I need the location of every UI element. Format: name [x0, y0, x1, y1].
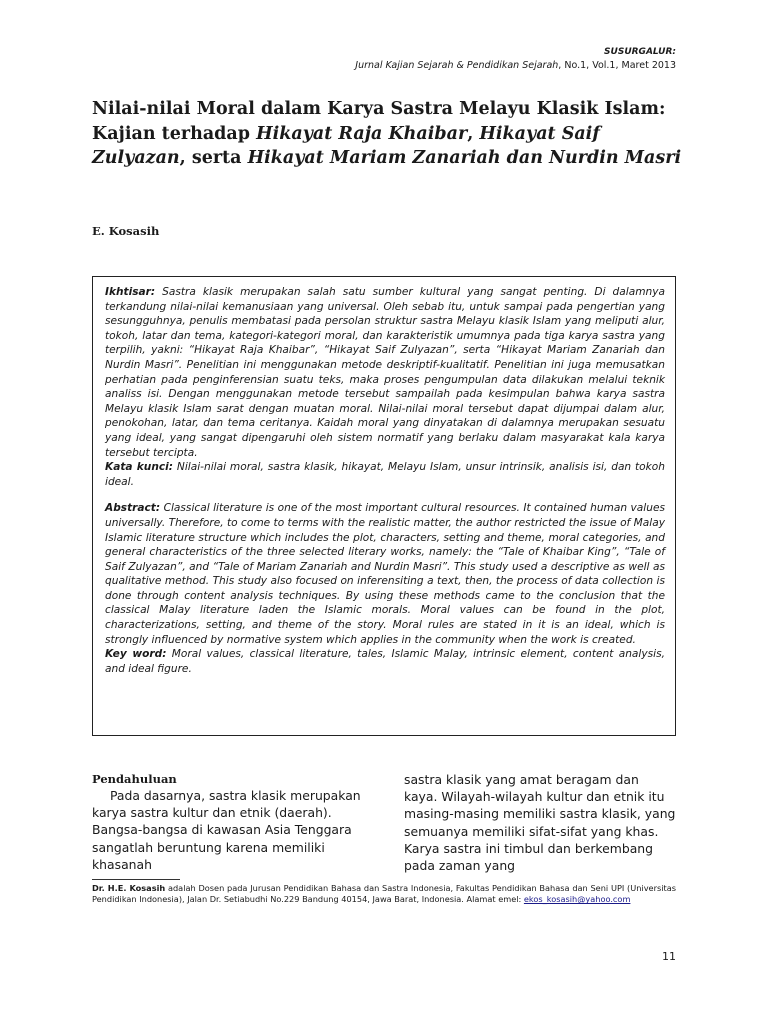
- body-columns: [92, 771, 676, 874]
- title-work-3: Hikayat Mariam Zanariah dan Nurdin Masri: [247, 148, 682, 168]
- body-paragraph-continued: sastra klasik yang amat beragam dan kaya. Wilayah-wilayah kultur dan etnik itu masing-masing memiliki sastra klasik, yang semuanya memiliki sifat-sifat yang khas. Karya sastra ini timbul dan berkembang pada zaman yang: [404, 772, 676, 874]
- section-heading: Pendahuluan: [92, 772, 177, 786]
- abstract-box: [92, 276, 676, 736]
- keywords-en-text: Moral values, classical literature, tales, Islamic Malay, intrinsic element, content analysis, and ideal figure.: [105, 648, 665, 675]
- title-work-2: Hikayat Saif Zulyazan: [92, 123, 600, 168]
- abstract-english: [105, 501, 665, 647]
- abstract-id-text: Sastra klasik merupakan salah satu sumber kultural yang sangat penting. Di dalamnya terkandung nilai-nilai kemanusiaan yang universal. Oleh sebab itu, untuk sampai pada pengertian yang sesungguhnya, penulis membatasi pada persolan struktur sastra Melayu klasik Islam yang meliputi alur, tokoh, latar dan tema, kategori-kategori moral, dan karakteristik umumnya pada tiga karya sastra yang terpilih, yakni: “Hikayat Raja Khaibar”, “Hikayat Saif Zulyazan”, serta “Hikayat Mariam Zanariah dan Nurdin Masri”. Penelitian ini menggunakan metode deskriptif-kualitatif. Penelitian ini juga memusatkan perhatian pada penginferensian suatu teks, maka proses pengumpulan data dilakukan melalui teknik analiss isi. Dengan menggunakan metode tersebut sampailah pada kesimpulan bahwa karya sastra Melayu klasik Islam sarat dengan muatan moral. Nilai-nilai moral tersebut dapat dijumpai dalam alur, penokohan, latar, dan tema ceritanya. Kaidah moral yang dinyatakan di dalamnya merupakan sesuatu yang ideal, yang sangat dipengaruhi oleh sistem normatif yang berlaku dalam masyarakat kala karya tersebut tercipta.: [105, 286, 665, 459]
- keywords-indonesian: [105, 460, 665, 489]
- abstract-indonesian: [105, 285, 665, 460]
- journal-issue-info: , No.1, Vol.1, Maret 2013: [558, 60, 676, 71]
- footnote-author: Dr. H.E. Kosasih: [92, 883, 166, 893]
- footnote-divider: [92, 879, 180, 880]
- author-name: E. Kosasih: [92, 224, 160, 238]
- keywords-en-label: Key word:: [105, 648, 167, 661]
- abstract-en-label: Abstract:: [105, 502, 161, 515]
- journal-header: [355, 46, 676, 72]
- keywords-english: [105, 647, 665, 676]
- author-email-link[interactable]: ekos_kosasih@yahoo.com: [523, 894, 631, 905]
- title-separator: , serta: [179, 148, 248, 168]
- journal-issue: [355, 59, 676, 72]
- keywords-id-text: Nilai-nilai moral, sastra klasik, hikayat, Melayu Islam, unsur intrinsik, analisis isi, dan tokoh ideal.: [105, 461, 665, 488]
- article-title: [92, 97, 692, 171]
- author-footnote: [92, 883, 676, 906]
- journal-title: Jurnal Kajian Sejarah & Pendidikan Sejarah: [355, 60, 559, 71]
- keywords-id-label: Kata kunci:: [105, 461, 174, 474]
- body-column-left: [92, 771, 364, 874]
- title-separator: ,: [467, 123, 480, 144]
- page-number: 11: [662, 950, 676, 963]
- journal-name: SUSURGALUR:: [604, 47, 676, 57]
- body-paragraph: Pada dasarnya, sastra klasik merupakan karya sastra kultur dan etnik (daerah). Bangsa-bangsa di kawasan Asia Tenggara sangatlah beruntung karena memiliki khasanah: [92, 788, 361, 872]
- footnote-text: adalah Dosen pada Jurusan Pendidikan Bahasa dan Sastra Indonesia, Fakultas Pendidikan Bahasa dan Seni UPI (Universitas Pendidikan Indonesia), Jalan Dr. Setiabudhi No.229 Bandung 40154, Jawa Barat, Indonesia. Alamat emel:: [92, 883, 676, 905]
- title-work-1: Hikayat Raja Khaibar: [256, 123, 468, 144]
- abstract-id-label: Ikhtisar:: [105, 286, 156, 298]
- body-column-right: [404, 771, 676, 874]
- title-text: Nilai-nilai Moral dalam Karya Sastra Melayu Klasik Islam: Kajian terhadap: [92, 99, 666, 144]
- abstract-en-text: Classical literature is one of the most important cultural resources. It contained human values universally. Therefore, to come to terms with the realistic matter, the author restricted the issue of Malay Islamic literature structure which includes the plot, characters, setting and theme, moral categories, and general characteristics of the three selected literary works, namely: the “Tale of Khaibar King”, “Tale of Saif Zulyazan”, and “Tale of Mariam Zanariah and Nurdin Masri”. This study used a descriptive as well as qualitative method. This study also focused on inferensiting a text, then, the process of data collection is done through content analysis techniques. By using these methods came to the conclusion that the classical Malay literature laden the Islamic morals. Moral values can be found in the plot, characterizations, setting, and theme of the story. Moral rules are stated in it is an ideal, which is strongly influenced by normative system which applies in the community when the work is created.: [105, 502, 665, 646]
